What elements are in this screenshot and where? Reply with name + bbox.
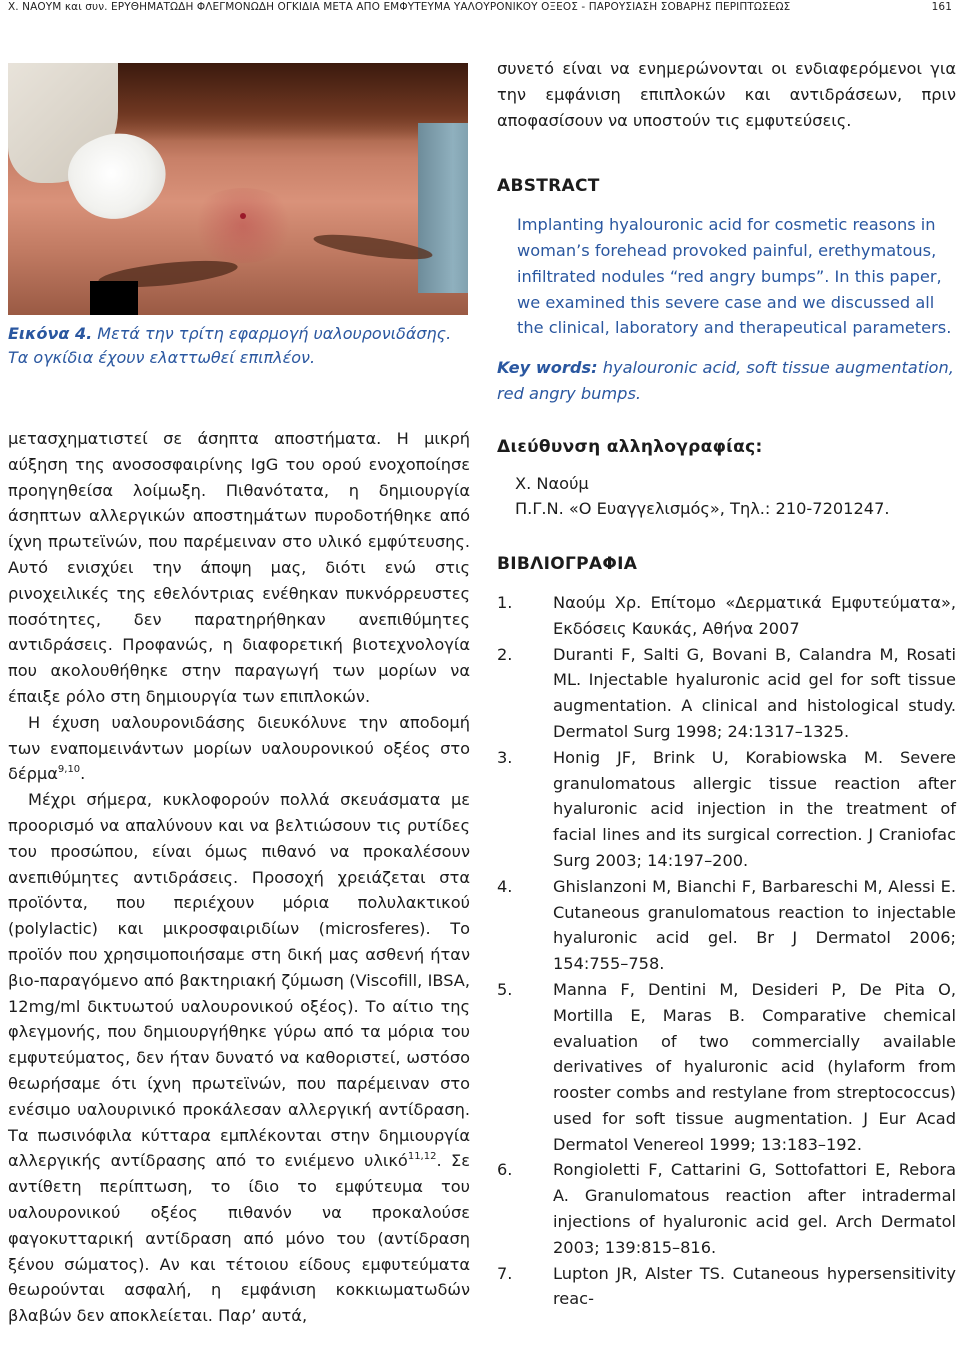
- running-header: [8, 1, 952, 15]
- reference-text: Honig JF, Brink U, Korabiowska M. Severe granulomatous allergic tissue reaction after hyaluronic acid injection in the treatment of facial lines and its surgical correction. J Craniofac Surg 2003; 14:197–200.: [553, 747, 956, 870]
- clinical-photo: [8, 63, 468, 315]
- censor-bar-left: [90, 281, 138, 315]
- running-title: Χ. ΝΑΟΥΜ και συν. ΕΡΥΘΗΜΑΤΩΔΗ ΦΛΕΓΜΟΝΩΔΗ ΟΓΚΙΔΙΑ ΜΕΤΑ ΑΠΟ ΕΜΦΥΤΕΥΜΑ ΥΑΛΟΥΡΟΝΙΚΟΥ ΟΞΕΟΣ - ΠΑΡΟΥΣΙΑΣΗ ΣΟΒΑΡΗΣ ΠΕΡΙΠΤΩΣΕΩΣ: [8, 1, 791, 13]
- caption-line-2: Τα ογκίδια έχουν ελαττωθεί επιπλέον.: [8, 348, 316, 367]
- keywords-text: hyalouronic acid, soft tissue augmentation, red angry bumps.: [497, 358, 954, 403]
- correspondence-block: [515, 471, 956, 523]
- reference-number: 6.: [497, 1160, 513, 1180]
- reference-number: 1.: [497, 592, 513, 612]
- reference-text: Ναούμ Χρ. Επίτομο «Δερματικά Εμφυτεύματα», Εκδόσεις Καυκάς, Αθήνα 2007: [553, 592, 956, 638]
- photo-injection-mark: [240, 213, 246, 219]
- reference-text: Rongioletti F, Cattarini G, Sottofattori E, Rebora A. Granulomatous reaction after intradermal injections of hyaluronic acid gel. Arch Dermatol 2003; 139:815–816.: [553, 1160, 956, 1257]
- reference-item: [497, 1261, 956, 1313]
- abstract-text: Implanting hyalouronic acid for cosmetic reasons in woman’s forehead provoked painful, erethymatous, infiltrated nodules “red angry bumps”. In this paper, we examined this severe case and we discussed all the clinical, laboratory and therapeutical parameters.: [517, 215, 952, 338]
- keywords: [497, 355, 956, 407]
- paragraph-3-text: Μέχρι σήμερα, κυκλοφορούν πολλά σκευάσματα με προορισμό να απαλύνουν και να βελτιώσουν τις ρυτίδες του προσώπου, είναι όμως πιθανό να προκαλέσουν ανεπιθύμητες αντιδράσεις. Προσοχή χρειάζεται στα προϊόντα, που περιέχουν μόρια πολυλακτικού (polylactic) και μικροσφαιριδίων (microsferes). Το προϊόν που χρησιμοποιήσαμε στη δική μας ασθενή ήταν βιο-παραγόμενο από βακτηριακή ζύμωση (Viscofill, IBSA, 12mg/ml δικτυωτού υαλουρονικού οξέος). Το αίτιο της φλεγμονής, που δημιουργήθηκε γύρω από τα μόρια του εμφυτεύματος, δεν ήταν δυνατό να καθοριστεί, ωστόσο θεωρήσαμε ότι ίχνη πρωτεϊνών, που παρέμειναν στο ενέσιμο υαλουρινικό προκάλεσαν αλλεργική αντίδραση. Τα πωσινόφιλα κύτταρα εμπλέκονται στην δημιουργία αλλεργικής αντίδρασης από το ενιέμενο υλικό: [8, 790, 470, 1171]
- paragraph-2-text: Η έχυση υαλουρονιδάσης διευκόλυνε την αποδομή των εναπομεινάντων μορίων υαλουρονικού οξέος στο δέρμα: [8, 712, 470, 784]
- reference-item: [497, 745, 956, 874]
- right-column: [497, 56, 956, 1312]
- photo-nodule: [188, 188, 298, 263]
- citation-11-12: 11,12: [407, 1150, 437, 1162]
- figure-caption: [8, 322, 478, 370]
- figure-label: Εικόνα 4.: [8, 324, 93, 343]
- correspondence-address: Π.Γ.Ν. «Ο Ευαγγελισμός», Τηλ.: 210-7201247.: [515, 499, 890, 519]
- reference-number: 4.: [497, 876, 513, 896]
- reference-number: 5.: [497, 979, 513, 999]
- correspondence-heading: Διεύθυνση αλληλογραφίας:: [497, 436, 763, 457]
- paragraph-2-end: .: [80, 764, 86, 784]
- left-column: [8, 426, 470, 1329]
- references-heading: ΒΙΒΛΙΟΓΡΑΦΙΑ: [497, 554, 638, 575]
- conclusion-paragraph: συνετό είναι να ενημερώνονται οι ενδιαφερόμενοι για την εμφάνιση επιπλοκών και αντιδράσεων, πριν αποφασίσουν να υποστούν τις εμφυτεύσεις.: [497, 59, 956, 130]
- page-number: 161: [931, 1, 952, 13]
- abstract-heading: ABSTRACT: [497, 176, 600, 197]
- reference-text: Ghislanzoni M, Bianchi F, Barbareschi M, Alessi E. Cutaneous granulomatous reaction to injectable hyaluronic acid gel. Br J Dermatol 2006; 154:755–758.: [553, 876, 956, 974]
- caption-line-1: Μετά την τρίτη εφαρμογή υαλουρονιδάσης.: [92, 324, 452, 343]
- paragraph-3-end: . Σε αντίθετη περίπτωση, το ίδιο το εμφύτευμα του υαλουρονικού οξέος πιθανόν να προκαλούσε φαγοκυτταρική αντίδραση από μόνο του (αντίδραση ξένου σώματος). Αν και τέτοιου είδους εμφυτεύματα θεωρούνται ασφαλή, η εμφάνιση κοκκιωματωδών βλαβών δεν αποκλείεται. Παρ’ αυτά,: [8, 1151, 470, 1326]
- paragraph-2: [8, 710, 470, 787]
- reference-number: 7.: [497, 1263, 513, 1283]
- reference-item: [497, 1157, 956, 1260]
- reference-number: 2.: [497, 644, 513, 664]
- reference-text: Manna F, Dentini M, Desideri P, De Pita O, Mortilla E, Maras B. Comparative chemical evaluation of two commercially available derivatives of hyaluronic acid (hylaform from rooster combs and restylane from streptococcus) used for soft tissue augmentation. J Eur Acad Dermatol Venereol 1999; 13:183–192.: [553, 979, 956, 1154]
- paragraph-1: μετασχηματιστεί σε άσηπτα αποστήματα. Η μικρή αύξηση της ανοσοσφαιρίνης IgG του ορού ενοχοποίησε προηγηθείσα λοίμωξη. Πιθανότατα, η δημιουργία άσηπτων αλλεργικών αποστημάτων πυροδοτήθηκε από ίχνη πρωτεϊνών, που παρέμειναν στο υλικό εμφύτευσης. Αυτό ενισχύει την άποψη μας, διότι ενώ στις ρινοχειλικές της εθελόντριας ενέθηκαν πυκνόρρευστες ποσότητες, δεν παρατηρήθηκαν ανεπιθύμητες αντιδράσεις. Προφανώς, η διαφορετική βιοτεχνολογία που ακολουθήθηκε στην παραγωγή των μορίων να έπαιξε ρόλο στη δημιουργία των επιπλοκών.: [8, 429, 470, 706]
- reference-item: [497, 590, 956, 642]
- correspondence-name: Χ. Ναούμ: [515, 473, 589, 493]
- photo-cloth: [418, 123, 468, 293]
- reference-item: [497, 977, 956, 1158]
- photo-brow-right: [312, 230, 433, 265]
- keywords-label: Key words:: [497, 358, 598, 378]
- paragraph-3: [8, 787, 470, 1329]
- citation-9-10: 9,10: [57, 763, 81, 775]
- reference-item: [497, 642, 956, 745]
- reference-text: Duranti F, Salti G, Bovani B, Calandra M, Rosati ML. Injectable hyaluronic acid gel for soft tissue augmentation. A clinical and histological study. Dermatol Surg 1998; 24:1317–1325.: [553, 644, 956, 741]
- reference-text: Lupton JR, Alster TS. Cutaneous hypersensitivity reac-: [553, 1263, 956, 1309]
- reference-item: [497, 874, 956, 977]
- references-list: [497, 590, 956, 1312]
- reference-number: 3.: [497, 747, 513, 767]
